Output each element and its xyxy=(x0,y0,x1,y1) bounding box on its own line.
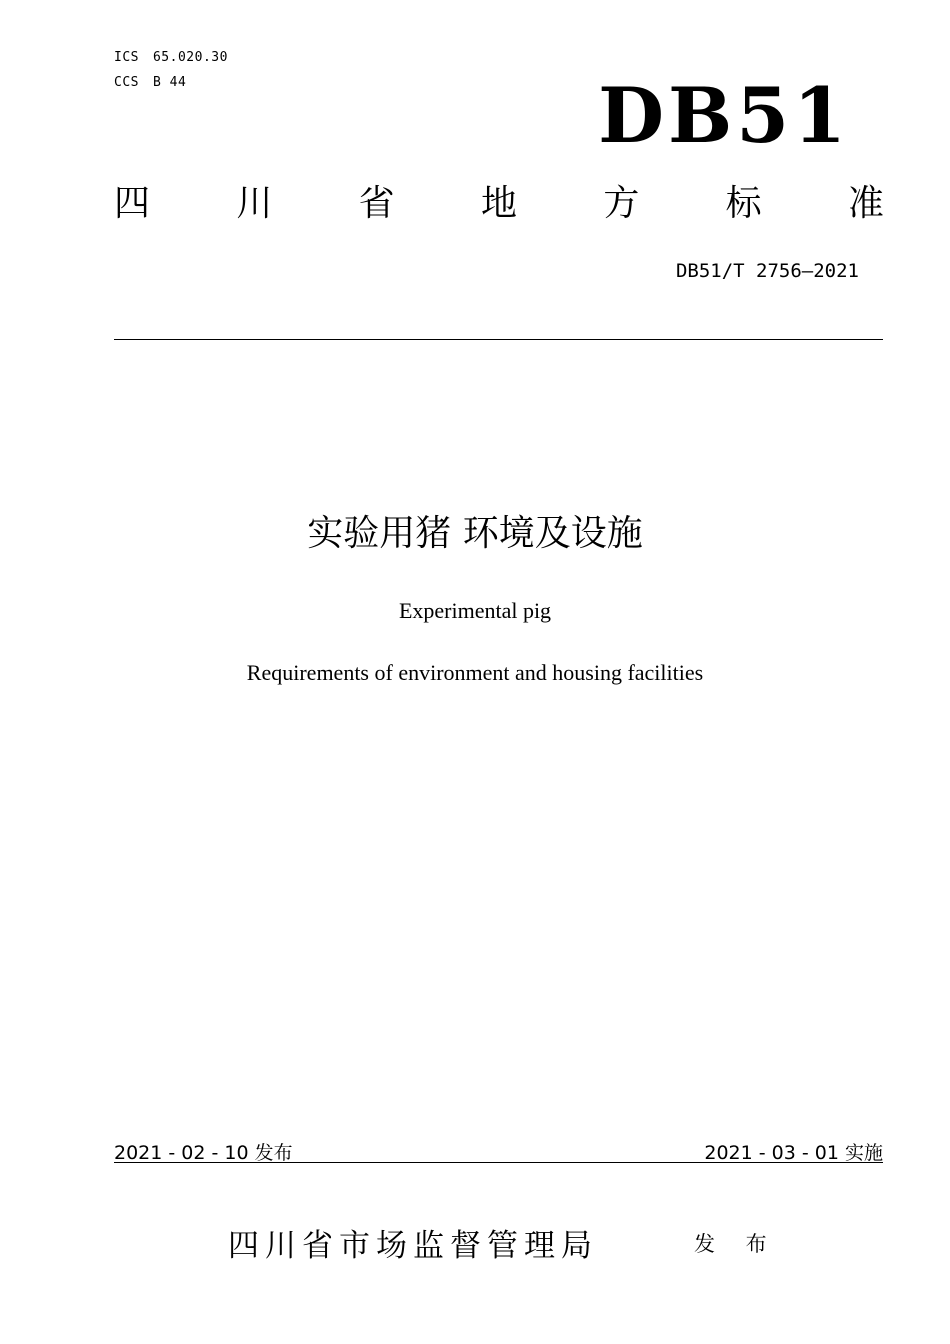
title-chinese: 实验用猪 环境及设施 xyxy=(307,513,643,554)
implementation-date-label: 实施 xyxy=(844,1142,883,1164)
standard-type-char: 四 xyxy=(114,183,151,224)
ics-code: ICS xyxy=(114,50,139,65)
ccs-value: B 44 xyxy=(152,75,187,90)
publish-action: 发 布 xyxy=(694,1232,779,1256)
standard-type-char: 标 xyxy=(725,183,762,224)
publisher-name: 四川省市场监督管理局 xyxy=(228,1228,598,1264)
implementation-date-value: 2021 - 03 - 01 xyxy=(704,1142,839,1164)
ccs-code: CCS xyxy=(114,75,139,90)
standard-type-char: 川 xyxy=(236,183,273,224)
title-english-line-1: Experimental pig xyxy=(398,598,552,623)
issue-date-value: 2021 - 02 - 10 xyxy=(114,1142,249,1164)
standard-type-char: 地 xyxy=(480,183,517,224)
ccs-classification xyxy=(114,75,186,90)
db-standard-mark: DB51 xyxy=(598,71,850,160)
header-divider xyxy=(114,339,883,340)
standard-type-char: 方 xyxy=(603,183,640,224)
ics-classification xyxy=(114,50,228,65)
standard-type-char: 省 xyxy=(358,183,395,224)
standard-type-char: 准 xyxy=(847,183,884,224)
standard-number: DB51/T 2756—2021 xyxy=(675,260,859,282)
standard-type-heading xyxy=(114,183,884,224)
footer-divider xyxy=(114,1162,883,1163)
implementation-date xyxy=(704,1138,883,1165)
title-english-line-2: Requirements of environment and housing facilities xyxy=(246,660,704,685)
ics-value: 65.020.30 xyxy=(152,50,228,65)
issue-date-label: 发布 xyxy=(254,1142,293,1164)
issue-date xyxy=(114,1138,293,1165)
